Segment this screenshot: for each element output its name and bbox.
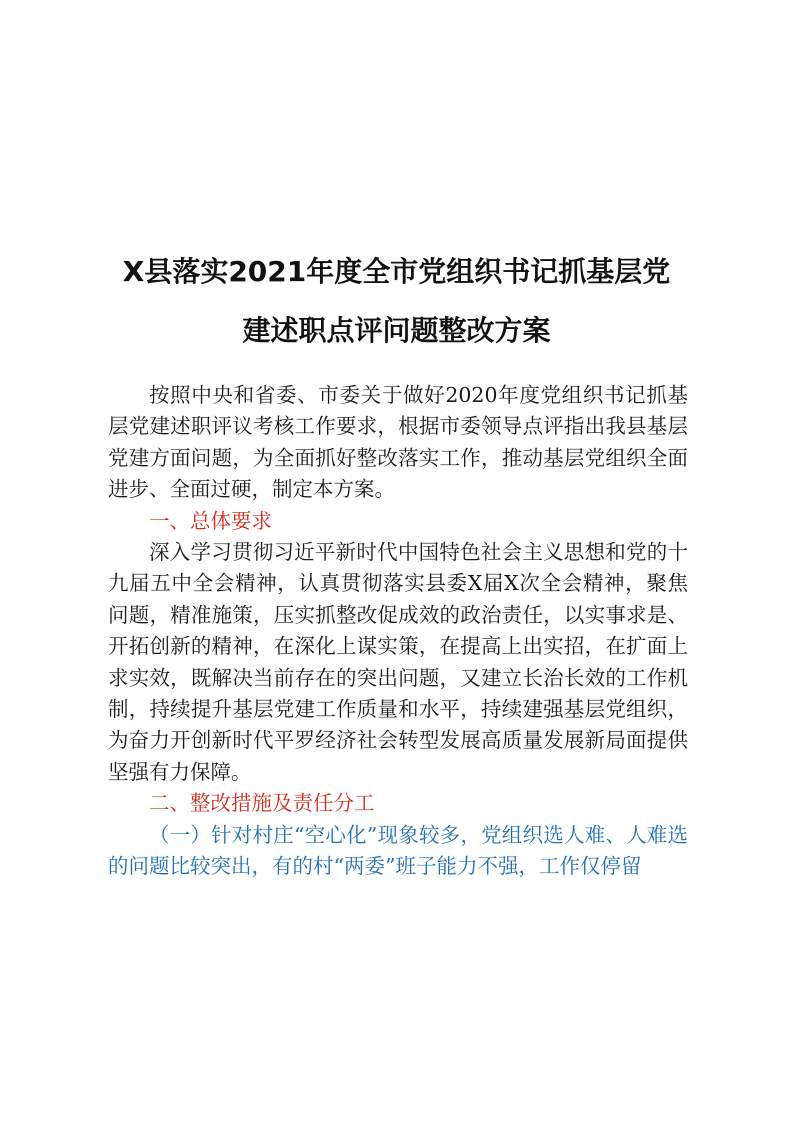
document-body	[108, 380, 688, 883]
section-1-heading: 一、总体要求	[149, 508, 272, 533]
section-2-heading: 二、整改措施及责任分工	[149, 791, 375, 816]
section-2-item-1: （一）针对村庄“空心化”现象较多，党组织选人难、人难选的问题比较突出，有的村“两委”班子能力不强，工作仅停留	[108, 822, 688, 879]
section-1-paragraph: 深入学习贯彻习近平新时代中国特色社会主义思想和党的十九届五中全会精神，认真贯彻落实县委X届X次全会精神，聚焦问题，精准施策，压实抓整改促成效的政治责任，以实事求是、开拓创新的精神，在深化上谋实策，在提高上出实招，在扩面上求实效，既解决当前存在的突出问题，又建立长治长效的工作机制，持续提升基层党建工作质量和水平，持续建强基层党组织，为奋力开创新时代平罗经济社会转型发展高质量发展新局面提供坚强有力保障。	[108, 540, 688, 784]
intro-paragraph: 按照中央和省委、市委关于做好2020年度党组织书记抓基层党建述职评议考核工作要求，根据市委领导点评指出我县基层党建方面问题，为全面抓好整改落实工作，推动基层党组织全面进步、全面过硬，制定本方案。	[108, 383, 688, 502]
document-title-line-2: 建述职点评问题整改方案	[242, 314, 551, 347]
document-title-line-1: X县落实2021年度全市党组织书记抓基层党	[122, 255, 671, 288]
